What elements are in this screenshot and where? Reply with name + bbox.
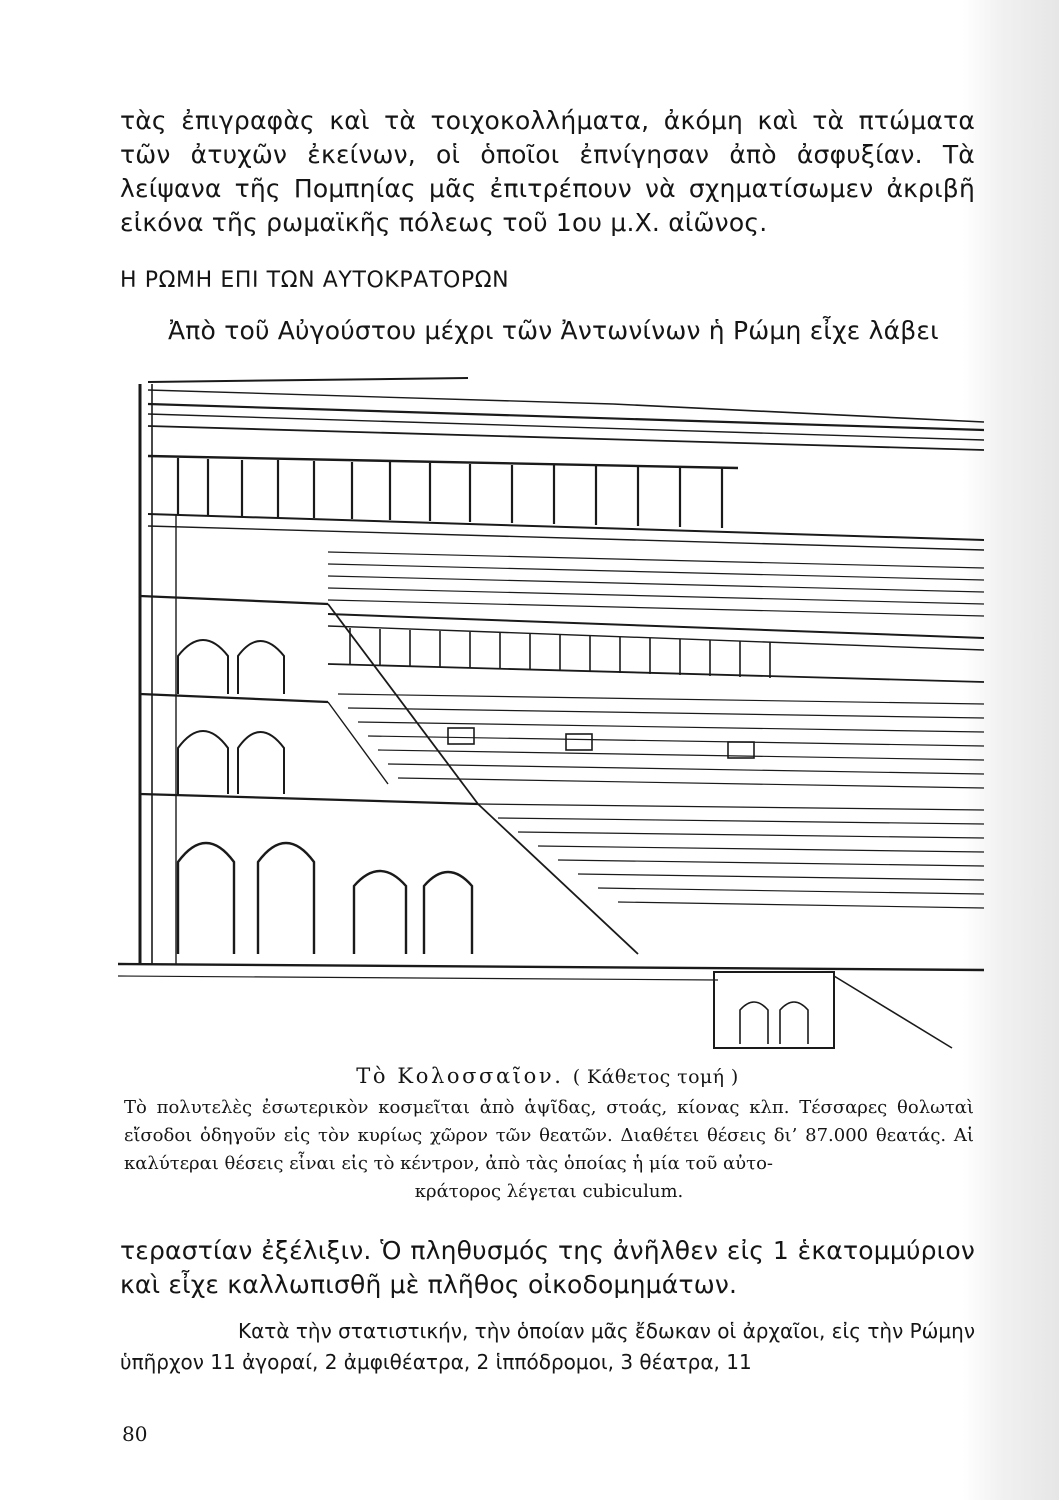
caption-text-last-line: κράτορος λέγεται cubiculum.: [414, 1181, 684, 1202]
page-number: 80: [122, 1422, 148, 1446]
body-paragraph-statistics: Κατὰ τὴν στατιστικήν, τὴν ὁποίαν μᾶς ἔδωκαν οἱ ἀρχαῖοι, εἰς τὴν Ρώμην ὑπῆρχον 11 ἀγοραί, 2 ἀμφιθέατρα, 2 ἱππόδρομοι, 3 θέατρα, 11: [120, 1319, 975, 1374]
caption-text-main: Τὸ πολυτελὲς ἐσωτερικὸν κοσμεῖται ἀπὸ ἁψῖδας, στοάς, κίονας κλπ. Τέσσαρες θολωταὶ εἴσοδοι ὁδηγοῦν εἰς τὸν κυρίως χῶρον τῶν θεατῶν. Διαθέτει θέσεις δι’ 87.000 θεατάς. Αἱ καλύτεραι θέσεις εἶναι εἰς τὸ κέντρον, ἀπὸ τὰς ὁποίας ἡ μία τοῦ αὐτο-: [124, 1097, 974, 1174]
body-paragraph-pompeii: τὰς ἐπιγραφὰς καὶ τὰ τοιχοκολλήματα, ἀκόμη καὶ τὰ πτώματα τῶν ἀτυχῶν ἐκείνων, οἱ ὁποῖοι ἐπνίγησαν ἀπὸ ἀσφυξίαν. Τὰ λείψανα τῆς Πομπηίας μᾶς ἐπιτρέπουν νὰ σχηματίσωμεν ἀκριβῆ εἰκόνα τῆς ρωμαϊκῆς πόλεως τοῦ 1ου μ.Χ. αἰῶνος.: [120, 106, 975, 237]
figure-caption-text: [124, 1094, 974, 1206]
body-paragraph-augustus: Ἀπὸ τοῦ Αὐγούστου μέχρι τῶν Ἀντωνίνων ἡ Ρώμη εἶχε λάβει: [168, 316, 939, 345]
colosseum-section-drawing: [118, 364, 984, 1052]
caption-title-text: Τὸ Κολοσσαῖον.: [356, 1064, 564, 1088]
section-heading: Η ΡΩΜΗ ΕΠΙ ΤΩΝ ΑΥΤΟΚΡΑΤΟΡΩΝ: [120, 268, 510, 293]
colosseum-illustration: [118, 364, 984, 1052]
figure-caption-title: [120, 1064, 975, 1088]
body-paragraph-population: τεραστίαν ἐξέλιξιν. Ὁ πληθυσμός της ἀνῆλθεν εἰς 1 ἑκατομμύριον καὶ εἶχε καλλωπισθῆ μὲ πλῆθος οἰκοδομημάτων.: [120, 1236, 975, 1299]
caption-subtitle: ( Κάθετος τομή ): [572, 1066, 739, 1088]
